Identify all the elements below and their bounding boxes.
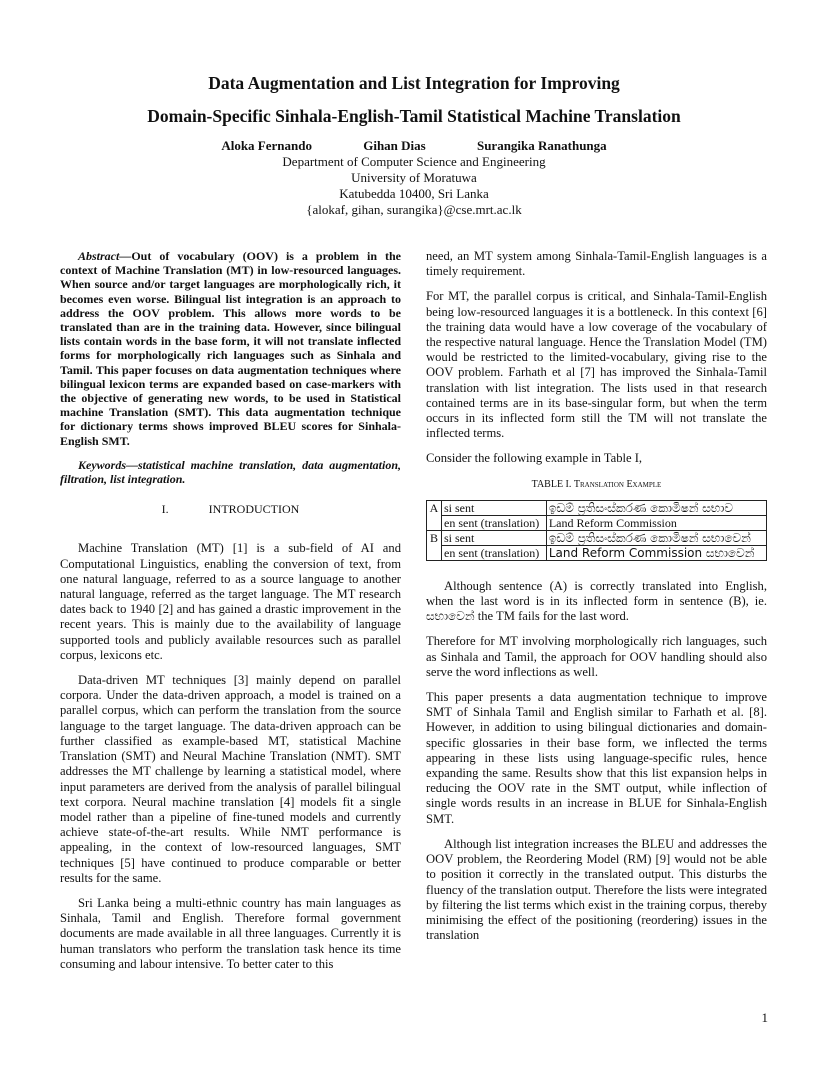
keywords-text: statistical machine translation, data augmentation, filtration, list integration. bbox=[60, 457, 401, 487]
body-paragraph: Machine Translation (MT) [1] is a sub-field of AI and Computational Linguistics, enabling the conversion of text, from one natural language, referred to as a source language to another natural language, referred as the target language. The MT research dates back to 1940 [2] and has gained a drastic improvement in the recent years. This is mainly due to the availability of language supported tools and publicly available resources such as parallel corpus, lexicons etc. bbox=[60, 541, 401, 662]
abstract-label: Abstract— bbox=[78, 249, 132, 263]
author-list bbox=[60, 138, 768, 154]
table-cell-kind: si sent bbox=[442, 530, 547, 545]
table-caption bbox=[426, 477, 767, 492]
body-paragraph bbox=[426, 579, 767, 625]
abstract-text: Out of vocabulary (OOV) is a problem in the context of Machine Translation (MT) in low-resourced languages. When source and/or target languages are morphologically rich, it becomes even worse. Bilingual list integration is an approach to address the OOV problem. This allows more words to be translated than are in the training data. However, since bilingual lists contain words in the base form, it will not translate inflected forms for morphologically rich languages such as Sinhala and Tamil. This paper focuses on data augmentation techniques where bilingual lexicon terms are expanded based on case-markers with the objective of generating new words, to be used in Statistical machine Translation (SMT). This data augmentation technique for dictionary terms shows improved BLEU scores for Sinhala-English SMT. bbox=[60, 249, 401, 448]
body-paragraph: For MT, the parallel corpus is critical, and Sinhala-Tamil-English being low-resourced languages it is a bottleneck. In this context [6] the training data would have a low coverage of the vocabulary of the respective natural language. Hence the Translation Model (TM) would be restricted to the limited-vocabulary, giving rise to the OOV problem. Farhath et al [7] has improved the Sinhala-Tamil translation with list integration. The lists used in that research contained terms are in its base-singular form, but when the term occurs in its inflected form still the TM will not translate the inflected terms. bbox=[426, 289, 767, 441]
table-cell-label: B bbox=[427, 530, 442, 560]
keywords-label: Keywords— bbox=[78, 457, 138, 472]
table-cell-label: A bbox=[427, 500, 442, 530]
author-name: Surangika Ranathunga bbox=[476, 138, 607, 153]
affiliation-department: Department of Computer Science and Engineering bbox=[282, 154, 546, 169]
table-caption-number: TABLE I. bbox=[531, 478, 572, 490]
body-paragraph: Although list integration increases the BLEU and addresses the OOV problem, the Reordering Model (RM) [9] would not be able to position it correctly in the translated output. This disturbs the fluency of the translation output. Therefore the lists were integrated by filtering the list terms which exist in the training corpus, thereby minimising the effect of the positioning (reordering) issues in the translation bbox=[426, 836, 767, 943]
body-paragraph: This paper presents a data augmentation technique to improve SMT of Sinhala Tamil and English similar to Farhath et al. [8]. However, in addition to using bilingual dictionaries and domain-specific glossaries in their base form, we inflected the terms appearing in these lists using language-specific rules, hence expanding the same. Results show that this list expansion helps in reducing the OOV rate in the SMT output, while inflection of single words results in an increase in BLUE for Sinhala-English SMT. bbox=[426, 690, 767, 826]
table-row bbox=[427, 530, 767, 545]
body-paragraph: Consider the following example in Table I, bbox=[426, 451, 643, 466]
left-column bbox=[60, 249, 401, 982]
author-name: Aloka Fernando bbox=[221, 138, 312, 153]
sinhala-word: සභාවෙන් bbox=[426, 609, 475, 624]
translation-example-table bbox=[426, 500, 767, 561]
abstract bbox=[60, 249, 401, 448]
right-column bbox=[426, 249, 767, 953]
section-number: I. bbox=[161, 502, 169, 517]
author-emails: {alokaf, gihan, surangika}@cse.mrt.ac.lk bbox=[306, 202, 522, 217]
table-cell-kind: en sent (translation) bbox=[442, 515, 547, 530]
table-cell-text: ඉඩම් ප්‍රතිසංස්කරණ කොමිෂන් සභාවෙන් bbox=[546, 530, 766, 545]
paper-title-line-1: Data Augmentation and List Integration for Improving bbox=[208, 73, 620, 93]
body-paragraph: Therefore for MT involving morphologically rich languages, such as Sinhala and Tamil, the approach for OOV handling should also serve the word inflections as well. bbox=[426, 634, 767, 679]
table-row bbox=[427, 515, 767, 530]
table-caption-title: Translation Example bbox=[573, 478, 662, 490]
table-cell-kind: si sent bbox=[442, 500, 547, 515]
paragraph-text: Although sentence (A) is correctly translated into English, when the last word is in its inflected form in sentence (B), ie. bbox=[426, 578, 767, 609]
table-cell-kind: en sent (translation) bbox=[442, 545, 547, 560]
section-heading-introduction bbox=[60, 502, 401, 517]
paper-title-line-2: Domain-Specific Sinhala-English-Tamil Statistical Machine Translation bbox=[147, 106, 681, 126]
table-cell-text: ඉඩම් ප්‍රතිසංස්කරණ කොමිෂන් සභාව bbox=[546, 500, 766, 515]
affiliation-address: Katubedda 10400, Sri Lanka bbox=[339, 186, 489, 201]
table-cell-text: Land Reform Commission bbox=[546, 515, 766, 530]
body-paragraph: Data-driven MT techniques [3] mainly depend on parallel corpora. Under the data-driven approach, a model is trained on a parallel corpus, which can perform the translation from the source language to the target language. The data-driven approach can be further classified as example-based MT, statistical Machine Translation (SMT) and Neural Machine Translation (NMT). SMT addresses the MT challenge by learning a statistical model, where input parameters are derived from the analysis of parallel bilingual text corpora. Neural machine translation [4] models fit a single model rather than a pipeline of fine-tuned models and currently achieve state-of-the-art results. While NMT performance is appealing, in the context of low-resourced languages, SMT techniques [5] have continued to produce comparable or better results for the same. bbox=[60, 673, 401, 885]
page-number: 1 bbox=[761, 1010, 768, 1025]
body-paragraph: Sri Lanka being a multi-ethnic country has main languages as Sinhala, Tamil and English. Therefore formal government documents are made available in all three languages. Currently it is human translators who perform the translation task hence its time consuming and labour intensive. To better cater to this bbox=[60, 895, 401, 971]
table-row bbox=[427, 500, 767, 515]
author-name: Gihan Dias bbox=[363, 138, 426, 153]
paragraph-text: the TM fails for the last word. bbox=[474, 609, 629, 624]
affiliation-university: University of Moratuwa bbox=[351, 170, 477, 185]
table-cell-text: Land Reform Commission සභාවෙන් bbox=[546, 545, 766, 560]
table-row bbox=[427, 545, 767, 560]
body-paragraph: need, an MT system among Sinhala-Tamil-English languages is a timely requirement. bbox=[426, 249, 767, 279]
keywords bbox=[60, 458, 401, 486]
section-title: INTRODUCTION bbox=[208, 502, 300, 517]
